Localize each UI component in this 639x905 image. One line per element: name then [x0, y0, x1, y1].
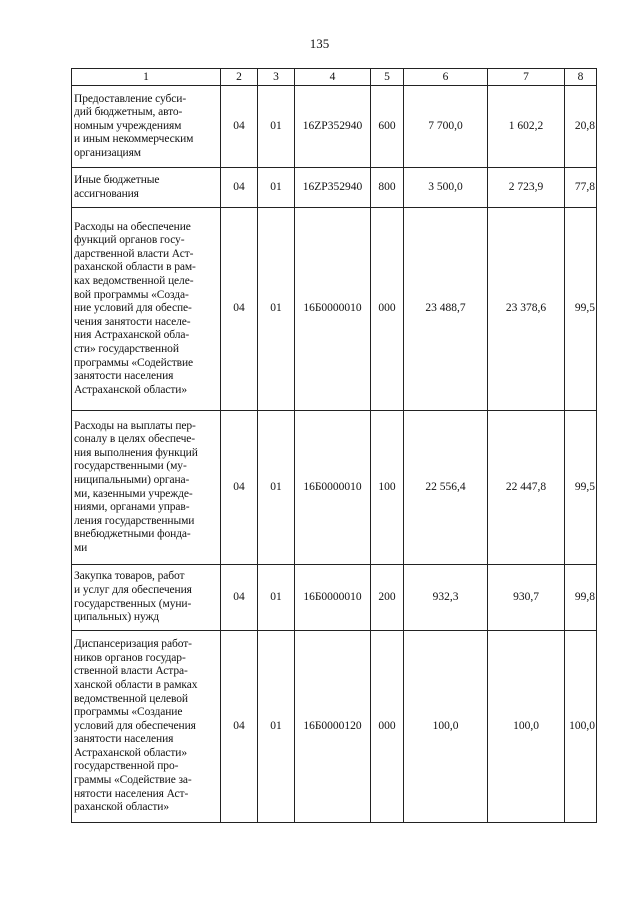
podrazdel-cell: 01: [258, 86, 295, 168]
budget-table: [71, 68, 597, 823]
plan-amount-cell: 100,0: [404, 631, 488, 823]
plan-amount-cell: 932,3: [404, 565, 488, 631]
razdel-cell: 04: [221, 411, 258, 565]
razdel-cell: 04: [221, 631, 258, 823]
target-article-cell: 16Б0000010: [295, 565, 371, 631]
fact-amount-cell: 1 602,2: [488, 86, 565, 168]
column-header-5: 5: [371, 69, 404, 86]
column-header-8: 8: [565, 69, 597, 86]
fact-amount-cell: 23 378,6: [488, 208, 565, 411]
percent-cell: 77,8: [565, 168, 597, 208]
podrazdel-cell: 01: [258, 411, 295, 565]
percent-cell: 99,5: [565, 411, 597, 565]
column-header-4: 4: [295, 69, 371, 86]
plan-amount-cell: 23 488,7: [404, 208, 488, 411]
plan-amount-cell: 3 500,0: [404, 168, 488, 208]
column-header-1: 1: [72, 69, 221, 86]
row-name-cell: Диспансеризация работ- ников органов государ- ственной власти Астра- ханской области в рамках ведомственной целевой программы «Создание условий для обеспечения занятости населения Астраханской области» государственной про- граммы «Содействие за- нятости населения Аст- раханской области»: [72, 631, 221, 823]
header-row: [72, 69, 597, 86]
table-row: [72, 631, 597, 823]
row-name-cell: Расходы на выплаты пер- соналу в целях обеспече- ния выполнения функций государственными (му- ниципальными) органа- ми, казенными учрежде- ниями, органами управ- ления государственными внебюджетными фонда- ми: [72, 411, 221, 565]
fact-amount-cell: 930,7: [488, 565, 565, 631]
row-name-cell: Предоставление субси- дий бюджетным, авто- номным учреждениям и иным некоммерческим организациям: [72, 86, 221, 168]
expense-type-cell: 200: [371, 565, 404, 631]
plan-amount-cell: 7 700,0: [404, 86, 488, 168]
table-row: [72, 86, 597, 168]
column-header-2: 2: [221, 69, 258, 86]
podrazdel-cell: 01: [258, 631, 295, 823]
podrazdel-cell: 01: [258, 208, 295, 411]
percent-cell: 100,0: [565, 631, 597, 823]
fact-amount-cell: 22 447,8: [488, 411, 565, 565]
table-row: [72, 411, 597, 565]
percent-cell: 20,8: [565, 86, 597, 168]
fact-amount-cell: 100,0: [488, 631, 565, 823]
expense-type-cell: 000: [371, 208, 404, 411]
expense-type-cell: 100: [371, 411, 404, 565]
podrazdel-cell: 01: [258, 168, 295, 208]
row-name-cell: Закупка товаров, работ и услуг для обеспечения государственных (муни- ципальных) нужд: [72, 565, 221, 631]
podrazdel-cell: 01: [258, 565, 295, 631]
row-name-cell: Расходы на обеспечение функций органов госу- дарственной власти Аст- раханской области в рам- ках ведомственной целе- вой программы «Созда- ние условий для обеспе- чения занятости населе- ния Астраханской обла- сти» государственной программы «Содействие занятости населения Астраханской области»: [72, 208, 221, 411]
table-row: [72, 565, 597, 631]
column-header-7: 7: [488, 69, 565, 86]
target-article-cell: 16ZP352940: [295, 168, 371, 208]
target-article-cell: 16Б0000120: [295, 631, 371, 823]
target-article-cell: 16Б0000010: [295, 411, 371, 565]
expense-type-cell: 600: [371, 86, 404, 168]
expense-type-cell: 800: [371, 168, 404, 208]
razdel-cell: 04: [221, 168, 258, 208]
percent-cell: 99,8: [565, 565, 597, 631]
column-header-3: 3: [258, 69, 295, 86]
row-name-cell: Иные бюджетные ассигнования: [72, 168, 221, 208]
target-article-cell: 16ZP352940: [295, 86, 371, 168]
column-header-6: 6: [404, 69, 488, 86]
razdel-cell: 04: [221, 208, 258, 411]
page-number: 135: [309, 36, 330, 51]
table-row: [72, 208, 597, 411]
target-article-cell: 16Б0000010: [295, 208, 371, 411]
table-row: [72, 168, 597, 208]
expense-type-cell: 000: [371, 631, 404, 823]
razdel-cell: 04: [221, 565, 258, 631]
fact-amount-cell: 2 723,9: [488, 168, 565, 208]
plan-amount-cell: 22 556,4: [404, 411, 488, 565]
percent-cell: 99,5: [565, 208, 597, 411]
razdel-cell: 04: [221, 86, 258, 168]
